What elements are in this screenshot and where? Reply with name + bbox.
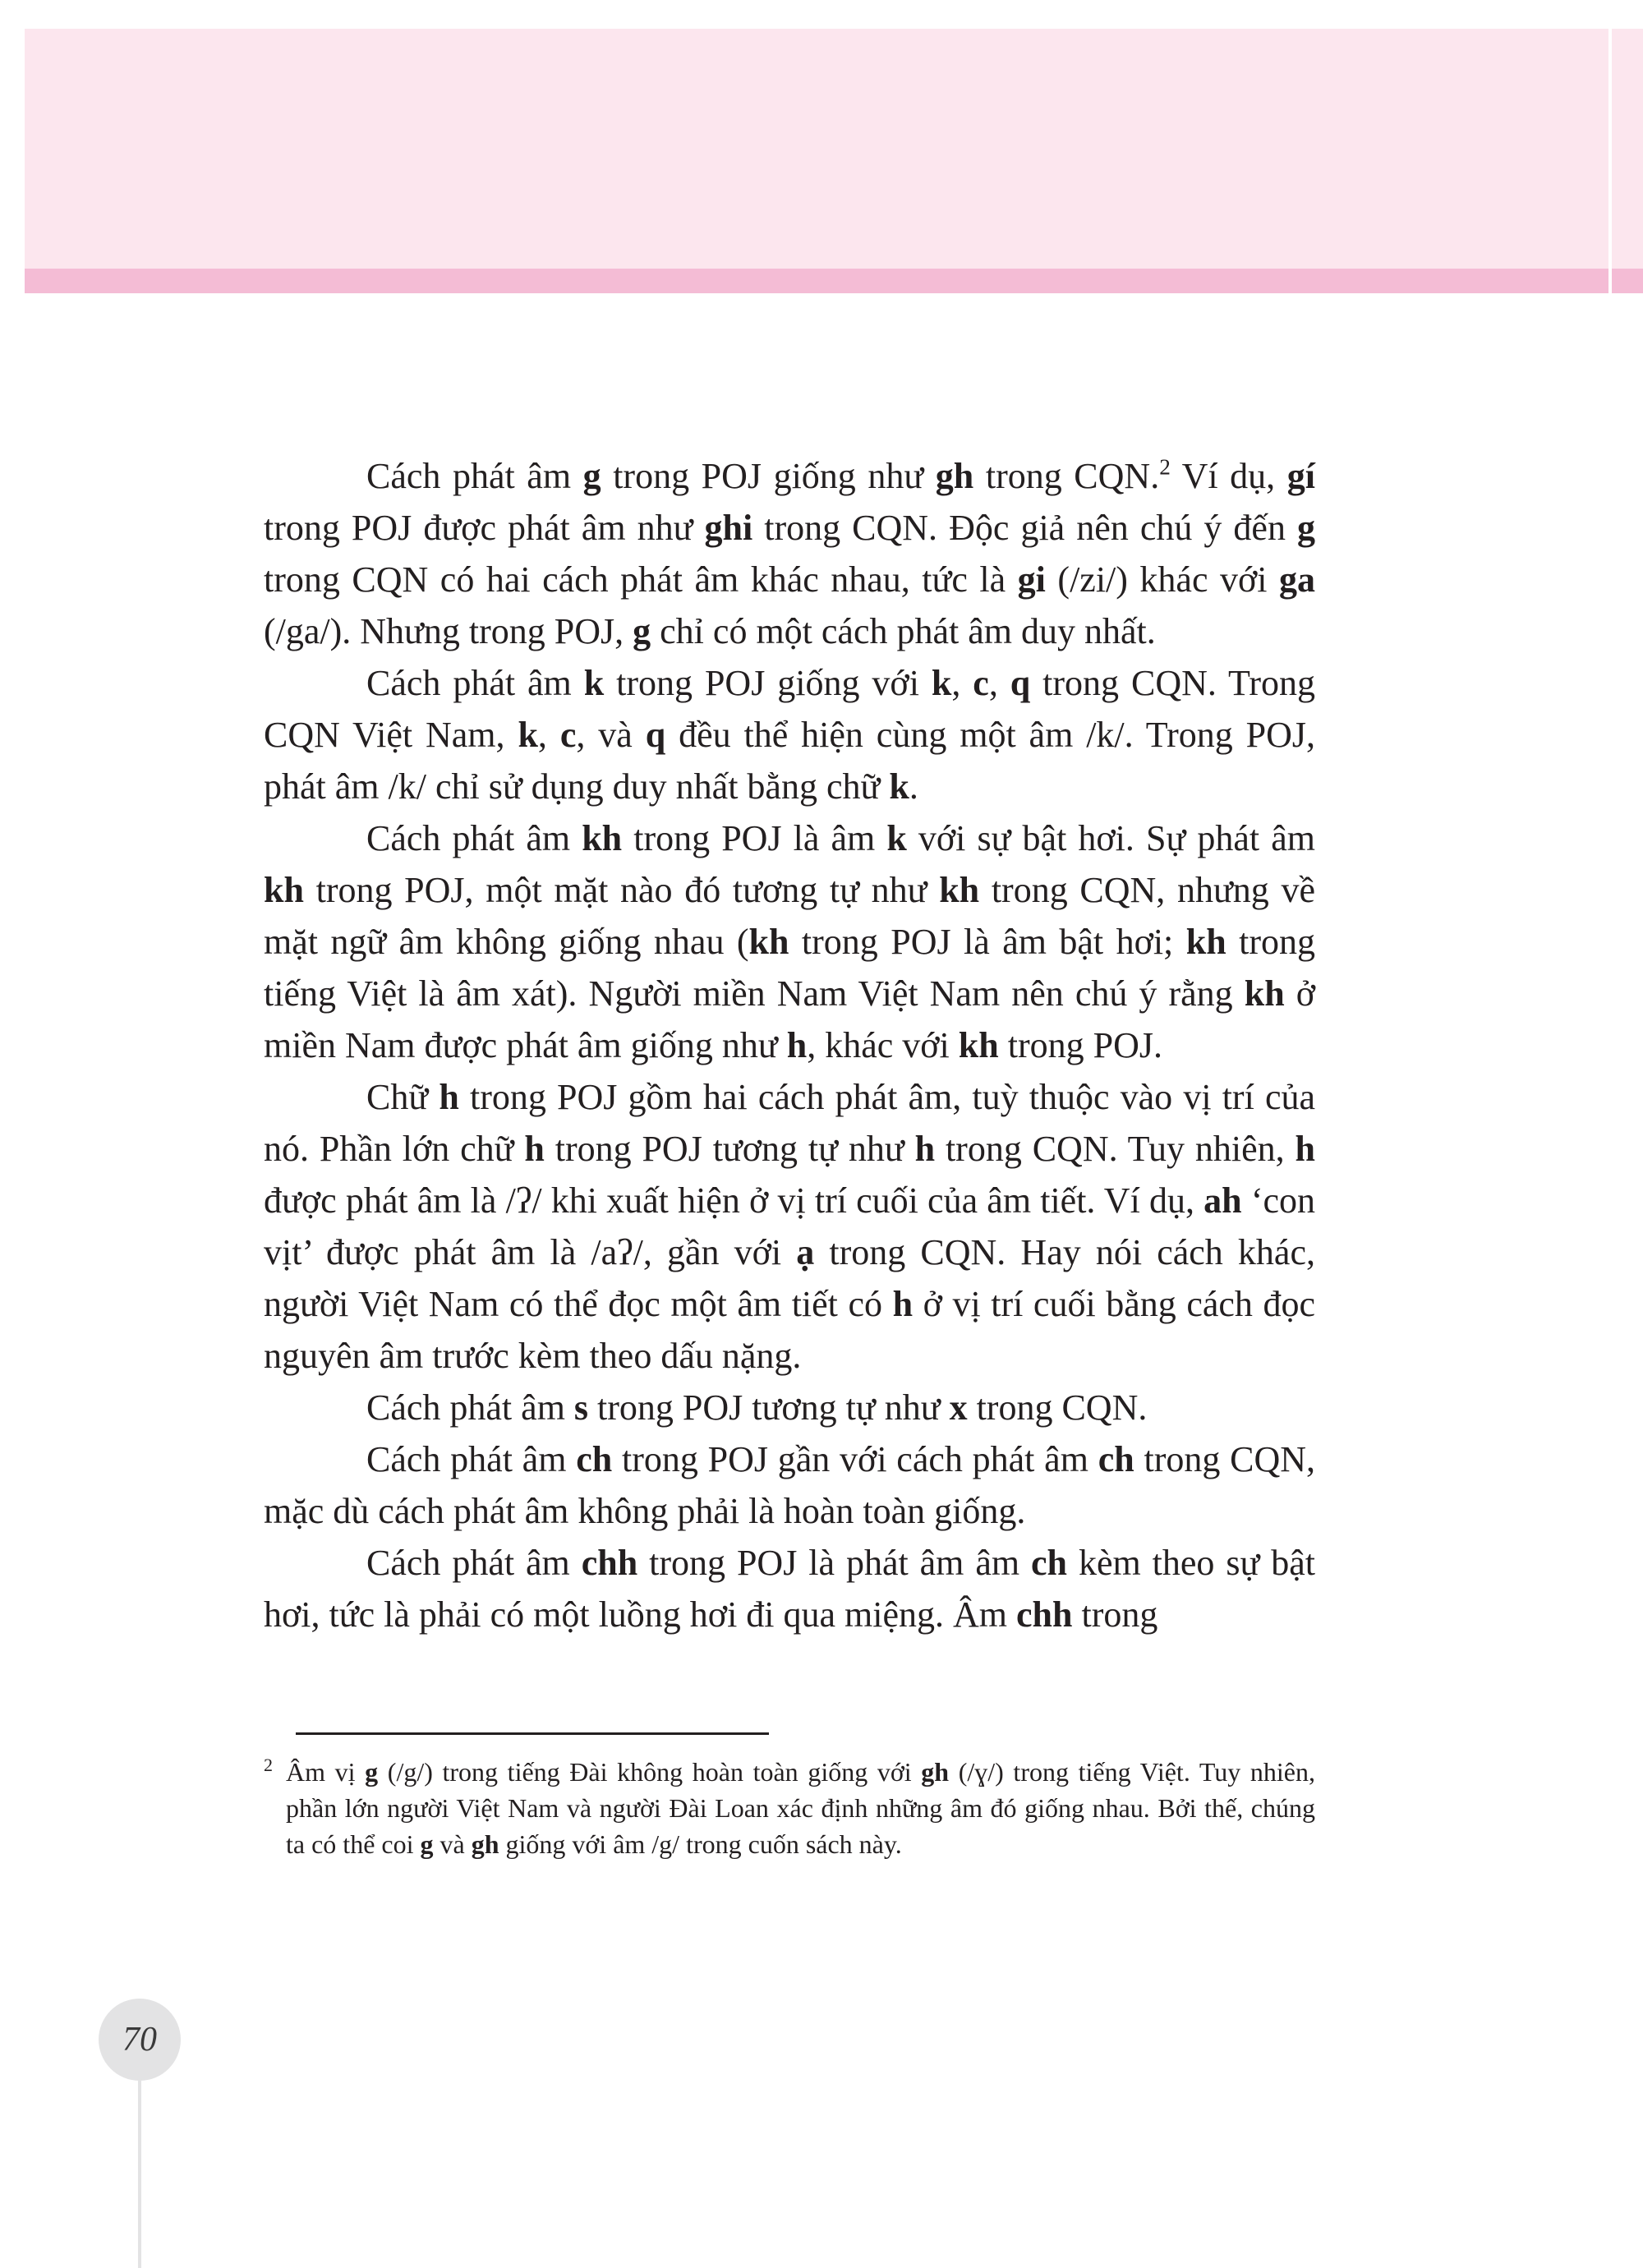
body-text <box>264 450 1315 1640</box>
bold-term: k <box>518 715 538 755</box>
bold-term: ch <box>1031 1543 1068 1583</box>
text-run: trong POJ, một mặt nào đó tương tự như <box>303 870 940 910</box>
text-run: (/g/) trong tiếng Đài không hoàn toàn giống với <box>378 1757 922 1787</box>
text-run: trong POJ là âm bật hơi; <box>789 922 1186 962</box>
text-run: trong CQN có hai cách phát âm khác nhau, tức là <box>264 559 1018 600</box>
text-run: trong POJ được phát âm như <box>264 508 705 548</box>
bold-term: q <box>1010 663 1031 703</box>
bold-term: kh <box>582 818 623 858</box>
bold-term: gh <box>935 456 974 496</box>
text-run: và <box>433 1829 472 1859</box>
bold-term: gí <box>1286 456 1315 496</box>
page-number: 70 <box>122 2021 157 2059</box>
paragraph <box>264 812 1315 1071</box>
text-run: trong CQN. <box>973 456 1160 496</box>
text-run: trong POJ giống với <box>604 663 932 703</box>
header-edge-stripe <box>1612 269 1643 293</box>
text-run: ‘con vịt’ được phát âm là /aʔ/, gần với <box>264 1180 1315 1272</box>
text-run: (/ɣ/) trong tiếng Việt. Tuy nhiên, phần lớn người Việt Nam và người Đài Loan xác định những âm đó giống nhau. Bởi thế, chúng ta có thể coi <box>286 1757 1316 1859</box>
text-run: trong POJ. <box>998 1025 1162 1065</box>
paragraph <box>264 1433 1315 1537</box>
text-run: . <box>909 766 918 807</box>
text-run: trong <box>1072 1594 1158 1635</box>
bold-term: h <box>892 1284 914 1324</box>
text-run: , và <box>576 715 646 755</box>
bold-term: g <box>1297 508 1316 548</box>
text-run: chỉ có một cách phát âm duy nhất. <box>651 611 1156 651</box>
text-run: Cách phát âm <box>366 1543 582 1583</box>
text-run: trong CQN. Hay nói cách khác, người Việt Nam có thể đọc một âm tiết có <box>264 1232 1315 1324</box>
paragraph <box>264 1071 1315 1382</box>
footnote <box>264 1754 1315 1862</box>
bold-term: ch <box>576 1439 613 1479</box>
bold-term: gh <box>471 1829 499 1859</box>
text-run: Ví dụ, <box>1170 456 1287 496</box>
bold-term: g <box>582 456 601 496</box>
bold-term: ghi <box>704 508 753 548</box>
text-run: (/ga/). Nhưng trong POJ, <box>264 611 633 651</box>
bold-term: h <box>1295 1129 1315 1169</box>
page-number-line <box>138 2081 141 2268</box>
bold-term: chh <box>581 1543 638 1583</box>
text-run: Cách phát âm <box>366 456 583 496</box>
text-run: trong CQN, nhưng về mặt ngữ âm không giống nhau ( <box>264 870 1315 962</box>
footnote-number: 2 <box>264 1755 273 1775</box>
bold-term: k <box>889 766 909 807</box>
bold-term: c <box>973 663 989 703</box>
text-run: trong CQN. Độc giả nên chú ý đến <box>752 508 1298 548</box>
paragraph <box>264 1537 1315 1640</box>
bold-term: q <box>645 715 666 755</box>
text-run: Cách phát âm <box>366 1439 577 1479</box>
bold-term: kh <box>939 870 980 910</box>
paragraph <box>264 450 1315 657</box>
text-run: Cách phát âm <box>366 663 584 703</box>
text-run: trong POJ gồm hai cách phát âm, tuỳ thuộc vào vị trí của nó. Phần lớn chữ <box>264 1077 1316 1169</box>
text-run: trong POJ tương tự như <box>544 1129 915 1169</box>
bold-term: chh <box>1016 1594 1073 1635</box>
text-run: ở vị trí cuối bằng cách đọc nguyên âm trước kèm theo dấu nặng. <box>264 1284 1316 1376</box>
paragraph <box>264 657 1315 812</box>
text-run: đều thể hiện cùng một âm /k/. Trong POJ, phát âm /k/ chỉ sử dụng duy nhất bằng chữ <box>264 715 1316 807</box>
text-run: , <box>951 663 973 703</box>
bold-term: s <box>573 1387 589 1428</box>
bold-term: ạ <box>796 1232 815 1272</box>
bold-term: h <box>786 1025 808 1065</box>
bold-term: kh <box>1244 973 1285 1014</box>
bold-term: c <box>559 715 577 755</box>
text-run: (/zi/) khác với <box>1045 559 1279 600</box>
bold-term: g <box>420 1829 434 1859</box>
bold-term: g <box>365 1757 379 1787</box>
text-run: , <box>537 715 560 755</box>
bold-term: k <box>583 663 605 703</box>
paragraph <box>264 1382 1315 1433</box>
bold-term: h <box>439 1077 459 1117</box>
text-run: , <box>988 663 1010 703</box>
footnote-reference: 2 <box>1159 454 1171 480</box>
text-run: trong POJ giống như <box>601 456 936 496</box>
footnote-text <box>264 1754 1315 1862</box>
bold-term: x <box>949 1387 968 1428</box>
text-run: ở miền Nam được phát âm giống như <box>264 973 1315 1065</box>
text-run: trong POJ là âm <box>622 818 887 858</box>
text-run: được phát âm là /ʔ/ khi xuất hiện ở vị trí cuối của âm tiết. Ví dụ, <box>264 1180 1204 1221</box>
text-run: trong tiếng Việt là âm xát). Người miền Nam Việt Nam nên chú ý rằng <box>264 922 1315 1014</box>
text-run: giống với âm /g/ trong cuốn sách này. <box>499 1829 902 1859</box>
bold-term: kh <box>264 870 304 910</box>
bold-term: ga <box>1279 559 1315 600</box>
text-run: trong CQN, mặc dù cách phát âm không phải là hoàn toàn giống. <box>264 1439 1316 1531</box>
bold-term: k <box>886 818 907 858</box>
text-run: trong POJ gần với cách phát âm <box>612 1439 1098 1479</box>
bold-term: h <box>524 1129 545 1169</box>
footnote-rule <box>296 1732 769 1735</box>
text-run: , khác với <box>807 1025 959 1065</box>
text-run: Chữ <box>366 1077 440 1117</box>
bold-term: gi <box>1017 559 1046 600</box>
bold-term: k <box>931 663 952 703</box>
text-run: trong CQN. Trong CQN Việt Nam, <box>264 663 1316 755</box>
bold-term: kh <box>748 922 789 962</box>
bold-term: kh <box>958 1025 999 1065</box>
bold-term: kh <box>1185 922 1226 962</box>
text-run: với sự bật hơi. Sự phát âm <box>906 818 1315 858</box>
bold-term: ah <box>1203 1180 1242 1221</box>
header-edge-band <box>1612 29 1643 293</box>
text-run: Cách phát âm <box>366 1387 574 1428</box>
text-run: kèm theo sự bật hơi, tức là phải có một luồng hơi đi qua miệng. Âm <box>264 1543 1316 1635</box>
header-band <box>25 29 1608 269</box>
bold-term: g <box>633 611 651 651</box>
header-stripe <box>25 269 1608 293</box>
text-run: Cách phát âm <box>366 818 582 858</box>
text-run: trong POJ tương tự như <box>588 1387 950 1428</box>
text-run: trong CQN. Tuy nhiên, <box>935 1129 1296 1169</box>
bold-term: h <box>914 1129 936 1169</box>
text-run: trong POJ là phát âm âm <box>637 1543 1032 1583</box>
bold-term: gh <box>921 1757 950 1787</box>
text-run: trong CQN. <box>967 1387 1148 1428</box>
bold-term: ch <box>1098 1439 1134 1479</box>
text-run: Âm vị <box>286 1757 366 1787</box>
